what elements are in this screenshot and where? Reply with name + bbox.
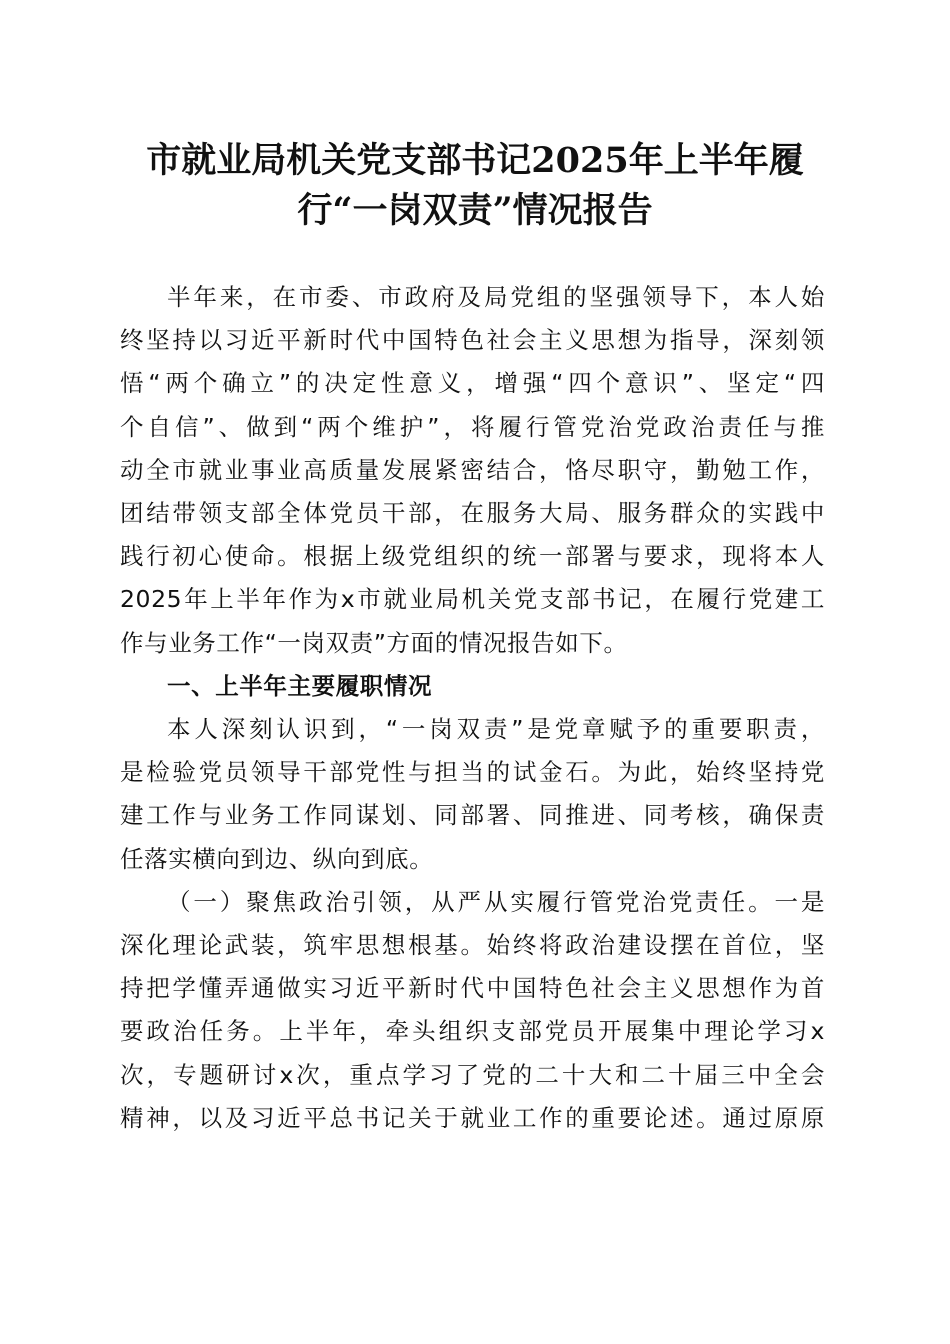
- paragraph-line: 深化理论武装，筑牢思想根基。始终将政治建设摆在首位，坚: [120, 931, 825, 960]
- title-line-2: 行“一岗双责”情况报告: [297, 190, 653, 231]
- title-line-1: 市就业局机关党支部书记2025年上半年履: [146, 140, 804, 181]
- section-heading-text: 一、上半年主要履职情况: [167, 671, 433, 700]
- paragraph-line: 动全市就业事业高质量发展紧密结合，恪尽职守，勤勉工作，: [120, 455, 825, 484]
- paragraph-line: 次，专题研讨x次，重点学习了党的二十大和二十届三中全会: [120, 1060, 825, 1089]
- paragraph-line: 团结带领支部全体党员干部，在服务大局、服务群众的实践中: [120, 499, 825, 528]
- document-title: [100, 136, 850, 236]
- paragraph-line: 精神，以及习近平总书记关于就业工作的重要论述。通过原原: [120, 1103, 825, 1132]
- paragraph-line: 要政治任务。上半年，牵头组织支部党员开展集中理论学习x: [120, 1017, 825, 1046]
- paragraph-line: 践行初心使命。根据上级党组织的统一部署与要求，现将本人: [120, 542, 825, 571]
- paragraph-line: 个自信”、做到“两个维护”，将履行管党治党政治责任与推: [120, 412, 825, 441]
- paragraph-line: 本人深刻认识到，“一岗双责”是党章赋予的重要职责，: [167, 715, 825, 744]
- paragraph-line: 悟“两个确立”的决定性意义，增强“四个意识”、坚定“四: [120, 369, 825, 398]
- paragraph-subsection-1: [120, 881, 825, 1140]
- paragraph-section-1-intro: [120, 708, 825, 881]
- section-heading-1: [120, 665, 825, 708]
- paragraph-line: 终坚持以习近平新时代中国特色社会主义思想为指导，深刻领: [120, 326, 825, 355]
- paragraph-line: 作与业务工作“一岗双责”方面的情况报告如下。: [120, 628, 628, 657]
- paragraph-intro: [120, 276, 825, 665]
- document-body: [120, 276, 825, 1140]
- paragraph-line: 2025年上半年作为x市就业局机关党支部书记，在履行党建工: [120, 585, 825, 614]
- paragraph-line: 半年来，在市委、市政府及局党组的坚强领导下，本人始: [167, 283, 825, 311]
- paragraph-line: （一）聚焦政治引领，从严从实履行管党治党责任。一是: [167, 887, 825, 916]
- paragraph-line: 是检验党员领导干部党性与担当的试金石。为此，始终坚持党: [120, 758, 825, 787]
- paragraph-line: 任落实横向到边、纵向到底。: [120, 844, 434, 873]
- paragraph-line: 建工作与业务工作同谋划、同部署、同推进、同考核，确保责: [120, 801, 825, 830]
- paragraph-line: 持把学懂弄通做实习近平新时代中国特色社会主义思想作为首: [120, 974, 825, 1003]
